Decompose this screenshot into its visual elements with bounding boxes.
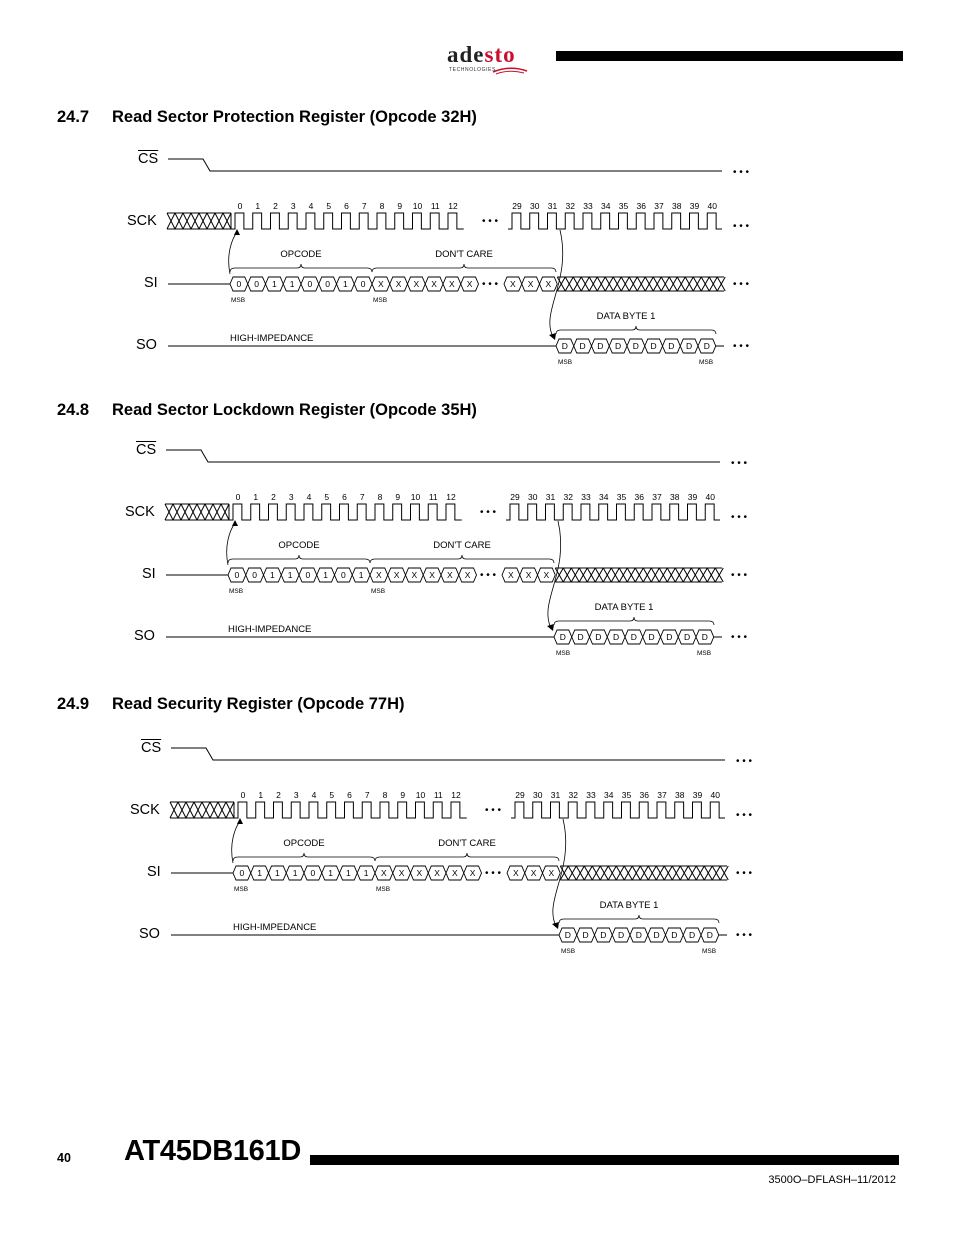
clock-number: 33 [583,201,593,211]
dont-care-bit-label: X [416,868,423,878]
clock-number: 5 [329,790,335,800]
data-bit-label: D [630,632,637,642]
sck-label: SCK [125,504,155,520]
timing-diagram [0,145,954,380]
ellipsis: • • • [479,507,497,518]
sck-waveform [511,802,725,818]
ellipsis: • • • [730,458,748,469]
clock-number: 5 [326,201,332,211]
opcode-brace [230,264,372,272]
data-bit-label: D [668,341,675,351]
opcode-bit-label: 1 [292,868,298,878]
dont-care-bit-label: X [447,570,453,580]
cs-label: $\overline{CS}$ [141,740,162,756]
opcode-brace [233,853,375,861]
dont-care-bit-label: X [543,570,550,580]
data-bit-label: D [706,930,713,940]
clock-number: 10 [415,790,426,800]
dont-care-bit-label: X [510,279,516,289]
clock-number: 40 [707,201,717,211]
data-bit-label: D [615,341,622,351]
clock-number: 4 [311,790,317,800]
arrow-head [547,624,554,631]
clock-number: 33 [581,492,591,502]
data-bit-label: D [577,632,584,642]
logo-subtext: TECHNOLOGIES [449,67,496,73]
opcode-bit-label: 1 [358,570,364,580]
document-code: 3500O–DFLASH–11/2012 [768,1174,896,1186]
data-bit-label: D [613,632,620,642]
sck-label: SCK [127,213,157,229]
ellipsis: • • • [484,805,502,816]
data-bit-label: D [561,341,568,351]
dont-care-bit-label: X [429,570,435,580]
dont-care-bit-label: X [527,279,534,289]
ellipsis: • • • [732,167,750,178]
ellipsis: • • • [735,930,753,941]
product-title: AT45DB161D [124,1135,301,1167]
clock-number: 37 [654,201,664,211]
opcode-bit-label: 1 [323,570,328,580]
clock-number: 30 [530,201,540,211]
clock-number: 1 [258,790,264,800]
dont-care-bit-label: X [525,570,532,580]
msb-label: MSB [375,886,391,893]
opcode-bit-label: 0 [236,279,242,289]
clock-number: 38 [675,790,685,800]
opcode-bit-label: 1 [343,279,348,289]
opcode-label: OPCODE [283,838,325,849]
clock-number: 4 [308,201,314,211]
ellipsis: • • • [481,279,499,290]
clock-number: 33 [586,790,596,800]
ellipsis: • • • [735,868,753,879]
data-byte-label: DATA BYTE 1 [594,602,654,613]
data-bit-label: D [689,930,696,940]
opcode-bit-label: 1 [363,868,369,878]
data-bit-label: D [666,632,673,642]
dont-care-label: DON'T CARE [435,249,493,260]
data-byte-label: DATA BYTE 1 [599,900,659,911]
opcode-bit-label: 0 [254,279,259,289]
dont-care-bit-label: X [548,868,555,878]
clock-number: 39 [692,790,703,800]
dont-care-bit-label: X [464,570,471,580]
dont-care-bit-label: X [545,279,552,289]
clock-number: 6 [342,492,347,502]
clock-number: 32 [568,790,578,800]
header-rule [556,51,903,61]
clock-number: 35 [621,790,632,800]
ellipsis: • • • [732,279,750,290]
opcode-bit-label: 0 [341,570,346,580]
clock-number: 0 [235,492,241,502]
data-byte-brace [559,915,719,923]
data-bit-label: D [635,930,642,940]
clock-number: 3 [288,492,294,502]
cs-label: $\overline{CS}$ [136,442,157,458]
logo-swoosh-icon [492,66,528,76]
clock-number: 35 [618,201,629,211]
sck-waveform [508,213,722,229]
dont-care-bit-label: X [413,279,420,289]
msb-label: MSB [230,297,246,304]
clock-number: 10 [410,492,421,502]
clock-number: 8 [382,790,388,800]
clock-number: 31 [545,492,556,502]
cs-label: $\overline{CS}$ [138,151,159,167]
opcode-bit-label: 1 [346,868,351,878]
clock-number: 11 [433,790,443,800]
clock-number: 36 [636,201,646,211]
clock-number: 2 [271,492,276,502]
clock-number: 7 [361,201,367,211]
data-bit-label: D [632,341,639,351]
clock-number: 34 [604,790,614,800]
data-bit-label: D [703,341,710,351]
cs-waveform [168,159,722,171]
ellipsis: • • • [730,632,748,643]
clock-number: 8 [377,492,383,502]
ellipsis: • • • [735,810,753,821]
clock-number: 1 [255,201,261,211]
dont-care-bit-label: X [508,570,514,580]
dont-care-bit-label: X [376,570,382,580]
so-label: SO [134,628,155,644]
clock-number: 40 [705,492,715,502]
clock-number: 36 [639,790,649,800]
msb-label: MSB [698,359,714,366]
clock-number: 7 [359,492,365,502]
clock-number: 3 [293,790,299,800]
clock-number: 30 [533,790,543,800]
dont-care-bit-label: X [431,279,437,289]
data-bit-label: D [653,930,660,940]
msb-label: MSB [701,948,717,955]
dont-care-bit-label: X [393,570,400,580]
dont-care-label: DON'T CARE [433,540,491,551]
dont-care-bit-label: X [411,570,418,580]
data-bit-label: D [600,930,607,940]
clock-number: 12 [451,790,461,800]
opcode-bit-label: 1 [328,868,333,878]
dont-care-bit-label: X [530,868,537,878]
dont-care-brace [375,853,559,861]
clock-number: 9 [395,492,401,502]
clock-number: 37 [652,492,662,502]
sck-waveform [234,802,467,818]
clock-number: 32 [565,201,575,211]
dont-care-bit-label: X [513,868,519,878]
opcode-bit-label: 1 [257,868,262,878]
timing-diagram [0,734,954,969]
ellipsis: • • • [481,216,499,227]
msb-label: MSB [555,650,571,657]
clock-number: 0 [240,790,246,800]
so-label: SO [139,926,160,942]
clock-number: 12 [446,492,456,502]
data-byte-brace [554,617,714,625]
section-heading-24-8: 24.8 Read Sector Lockdown Register (Opcode 35H) [57,401,477,419]
clock-number: 2 [273,201,278,211]
data-bit-label: D [671,930,678,940]
clock-number: 29 [515,790,525,800]
data-byte-brace [556,326,716,334]
arrow-head [237,818,243,824]
high-impedance-label: HIGH-IMPEDANCE [233,922,317,933]
opcode-bit-label: 1 [272,279,277,289]
si-label: SI [144,275,158,291]
clock-number: 39 [687,492,698,502]
msb-label: MSB [557,359,573,366]
opcode-bit-label: 0 [239,868,245,878]
clock-number: 11 [430,201,440,211]
clock-number: 38 [670,492,680,502]
opcode-bit-label: 1 [275,868,280,878]
dont-care-bit-label: X [434,868,440,878]
opcode-bit-label: 0 [252,570,257,580]
clock-number: 38 [672,201,682,211]
dont-care-bit-label: X [381,868,387,878]
si-label: SI [142,566,156,582]
data-bit-label: D [686,341,693,351]
arrow-head [232,520,238,526]
opcode-label: OPCODE [280,249,322,260]
ellipsis: • • • [732,341,750,352]
dont-care-bit-label: X [452,868,458,878]
dont-care-bit-label: X [395,279,402,289]
ellipsis: • • • [735,756,753,767]
so-label: SO [136,337,157,353]
clock-number: 34 [601,201,611,211]
opcode-bit-label: 0 [305,570,311,580]
clock-number: 31 [547,201,558,211]
cs-waveform [166,450,720,462]
clock-number: 1 [253,492,259,502]
clock-number: 39 [689,201,700,211]
si-label: SI [147,864,161,880]
data-bit-label: D [595,632,602,642]
logo-wordmark: adesto [447,42,516,67]
data-bit-label: D [618,930,625,940]
msb-label: MSB [372,297,388,304]
clock-number: 7 [364,790,370,800]
opcode-bit-label: 0 [325,279,330,289]
msb-label: MSB [233,886,249,893]
clock-number: 36 [634,492,644,502]
clock-number: 31 [550,790,561,800]
opcode-label: OPCODE [278,540,320,551]
dont-care-bit-label: X [469,868,476,878]
clock-number: 9 [400,790,406,800]
sck-waveform [506,504,720,520]
arrow-head [552,922,559,929]
opcode-bit-label: 1 [287,570,293,580]
dont-care-brace [372,264,556,272]
data-bit-label: D [564,930,571,940]
clock-number: 10 [412,201,423,211]
clock-number: 35 [616,492,627,502]
dont-care-bit-label: X [449,279,455,289]
data-bit-label: D [650,341,657,351]
clock-number: 2 [276,790,281,800]
page-number: 40 [57,1151,71,1165]
data-byte-label: DATA BYTE 1 [596,311,656,322]
opcode-bit-label: 0 [307,279,313,289]
arrow-head [549,333,556,340]
ellipsis: • • • [484,868,502,879]
arrow-head [234,229,240,235]
clock-number: 8 [379,201,385,211]
clock-number: 6 [344,201,349,211]
footer-rule [310,1155,899,1165]
opcode-brace [228,555,370,563]
clock-number: 4 [306,492,312,502]
clock-number: 32 [563,492,573,502]
clock-number: 40 [710,790,720,800]
ellipsis: • • • [730,512,748,523]
clock-number: 11 [428,492,438,502]
section-heading-24-9: 24.9 Read Security Register (Opcode 77H) [57,695,405,713]
data-bit-label: D [648,632,655,642]
opcode-bit-label: 1 [289,279,295,289]
sck-label: SCK [130,802,160,818]
opcode-bit-label: 0 [310,868,316,878]
msb-label: MSB [696,650,712,657]
opcode-bit-label: 1 [270,570,275,580]
opcode-bit-label: 0 [360,279,366,289]
dont-care-label: DON'T CARE [438,838,496,849]
high-impedance-label: HIGH-IMPEDANCE [230,333,314,344]
dont-care-brace [370,555,554,563]
clock-number: 0 [237,201,243,211]
clock-number: 6 [347,790,352,800]
msb-label: MSB [560,948,576,955]
data-bit-label: D [579,341,586,351]
high-impedance-label: HIGH-IMPEDANCE [228,624,312,635]
data-bit-label: D [582,930,589,940]
ellipsis: • • • [479,570,497,581]
ellipsis: • • • [730,570,748,581]
clock-number: 29 [512,201,522,211]
opcode-bit-label: 0 [234,570,240,580]
msb-label: MSB [228,588,244,595]
data-bit-label: D [597,341,604,351]
sck-waveform [229,504,462,520]
data-bit-label: D [701,632,708,642]
clock-number: 34 [599,492,609,502]
clock-number: 9 [397,201,403,211]
data-bit-label: D [559,632,566,642]
timing-diagram [0,436,954,671]
section-heading-24-7: 24.7 Read Sector Protection Register (Opcode 32H) [57,108,477,126]
clock-number: 29 [510,492,520,502]
adesto-logo [440,42,540,78]
clock-number: 5 [324,492,330,502]
msb-label: MSB [370,588,386,595]
cs-waveform [171,748,725,760]
dont-care-bit-label: X [378,279,384,289]
data-bit-label: D [684,632,691,642]
sck-waveform [231,213,464,229]
clock-number: 30 [528,492,538,502]
dont-care-bit-label: X [466,279,473,289]
clock-number: 37 [657,790,667,800]
dont-care-bit-label: X [398,868,405,878]
clock-number: 12 [448,201,458,211]
ellipsis: • • • [732,221,750,232]
clock-number: 3 [290,201,296,211]
